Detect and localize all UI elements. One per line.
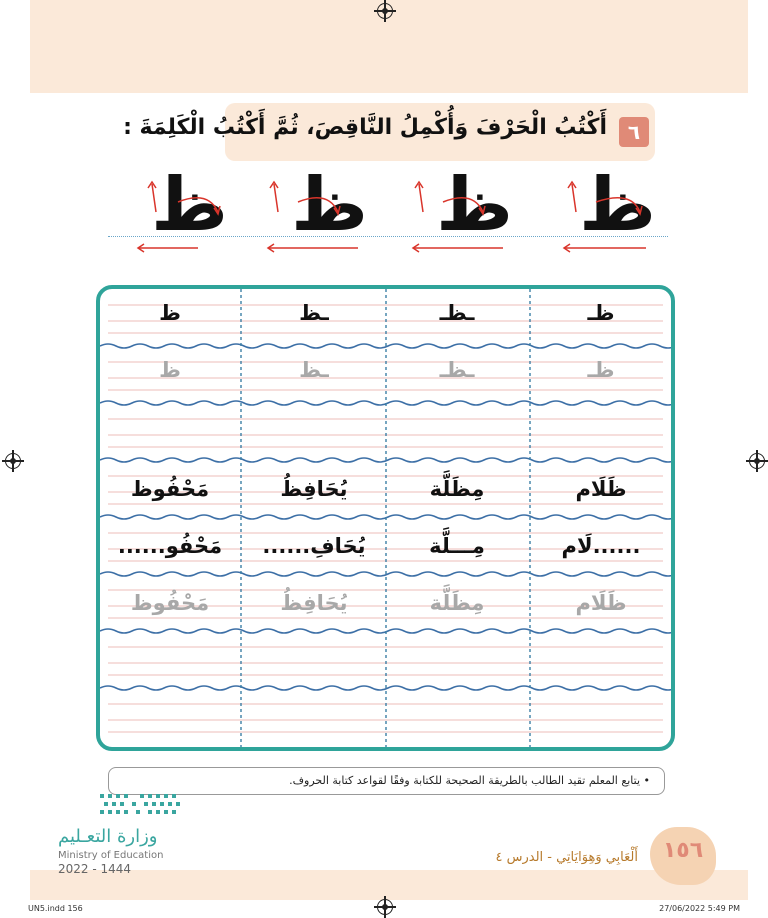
trace-word-cell: ظَلَام <box>575 591 627 615</box>
ministry-logo-icon <box>96 790 186 824</box>
fill-in-word-cell[interactable]: مِـــلَّة <box>429 534 485 558</box>
instruction-text: أَكْتُبُ الْحَرْفَ وَأُكْمِلُ النَّاقِصَ، ثُمَّ أَكْتُبُ الْكَلِمَةَ : <box>123 115 607 140</box>
ministry-name-english: Ministry of Education <box>58 850 164 861</box>
bottom-band <box>30 870 748 900</box>
trace-letter-cell: ظ <box>159 358 181 382</box>
letter-form-cell: ظـ <box>587 301 615 325</box>
demo-glyph: ظ <box>579 162 656 248</box>
teacher-note <box>108 767 665 795</box>
registration-mark-icon <box>377 3 393 19</box>
trace-letter-cell: ظـ <box>587 358 615 382</box>
word-cell: مَحْفُوظ <box>130 477 210 501</box>
print-slug-file: UN5.indd 156 <box>28 904 83 913</box>
demo-letter-final <box>108 162 238 262</box>
demo-letter-isolated <box>536 162 666 262</box>
demo-glyph: ظ <box>436 162 513 248</box>
demo-letter-medial <box>248 162 378 262</box>
demo-glyph: ظ <box>151 162 228 248</box>
page-number: ١٥٦ <box>662 838 704 863</box>
stroke-arrows-icon <box>536 172 666 262</box>
letter-form-cell: ظ <box>159 301 181 325</box>
registration-mark-icon <box>5 453 21 469</box>
print-slug-date: 27/06/2022 5:49 PM <box>659 904 740 913</box>
demo-glyph: ظ <box>291 162 368 248</box>
letter-form-cell: ـظ <box>299 301 329 325</box>
demo-letter-initial <box>393 162 523 262</box>
stroke-arrows-icon <box>248 172 378 262</box>
trace-word-cell: مِظَلَّة <box>429 591 485 615</box>
trace-letter-cell: ـظـ <box>439 358 475 382</box>
trace-word-cell: مَحْفُوظ <box>130 591 210 615</box>
word-cell: ظَلَام <box>575 477 627 501</box>
fill-in-word-cell[interactable]: مَحْفُو...... <box>117 534 223 558</box>
trace-letter-cell: ـظ <box>299 358 329 382</box>
exercise-instruction <box>123 103 655 161</box>
trace-word-cell: يُحَافِظُ <box>280 591 348 615</box>
teacher-note-text: • يتابع المعلم تقيد الطالب بالطريقة الصحيحة للكتابة وفقًا لقواعد كتابة الحروف. <box>289 774 650 787</box>
registration-mark-icon <box>377 899 393 915</box>
word-cell: مِظَلَّة <box>429 477 485 501</box>
handwriting-grid <box>96 285 675 751</box>
stroke-arrows-icon <box>393 172 523 262</box>
fill-in-word-cell[interactable]: ......لَام <box>561 534 641 558</box>
stroke-arrows-icon <box>108 172 238 262</box>
edition-year: 2022 - 1444 <box>58 862 132 876</box>
lesson-title: أَلْعَابِي وَهِوَايَاتِي - الدرس ٤ <box>495 850 638 865</box>
letter-demo-row <box>108 162 668 262</box>
exercise-number: ٦ <box>619 117 649 147</box>
registration-mark-icon <box>749 453 765 469</box>
fill-in-word-cell[interactable]: يُحَافِ...... <box>262 534 366 558</box>
letter-form-cell: ـظـ <box>439 301 475 325</box>
ministry-name-arabic: وزارة التعـليم <box>58 826 158 847</box>
word-cell: يُحَافِظُ <box>280 477 348 501</box>
